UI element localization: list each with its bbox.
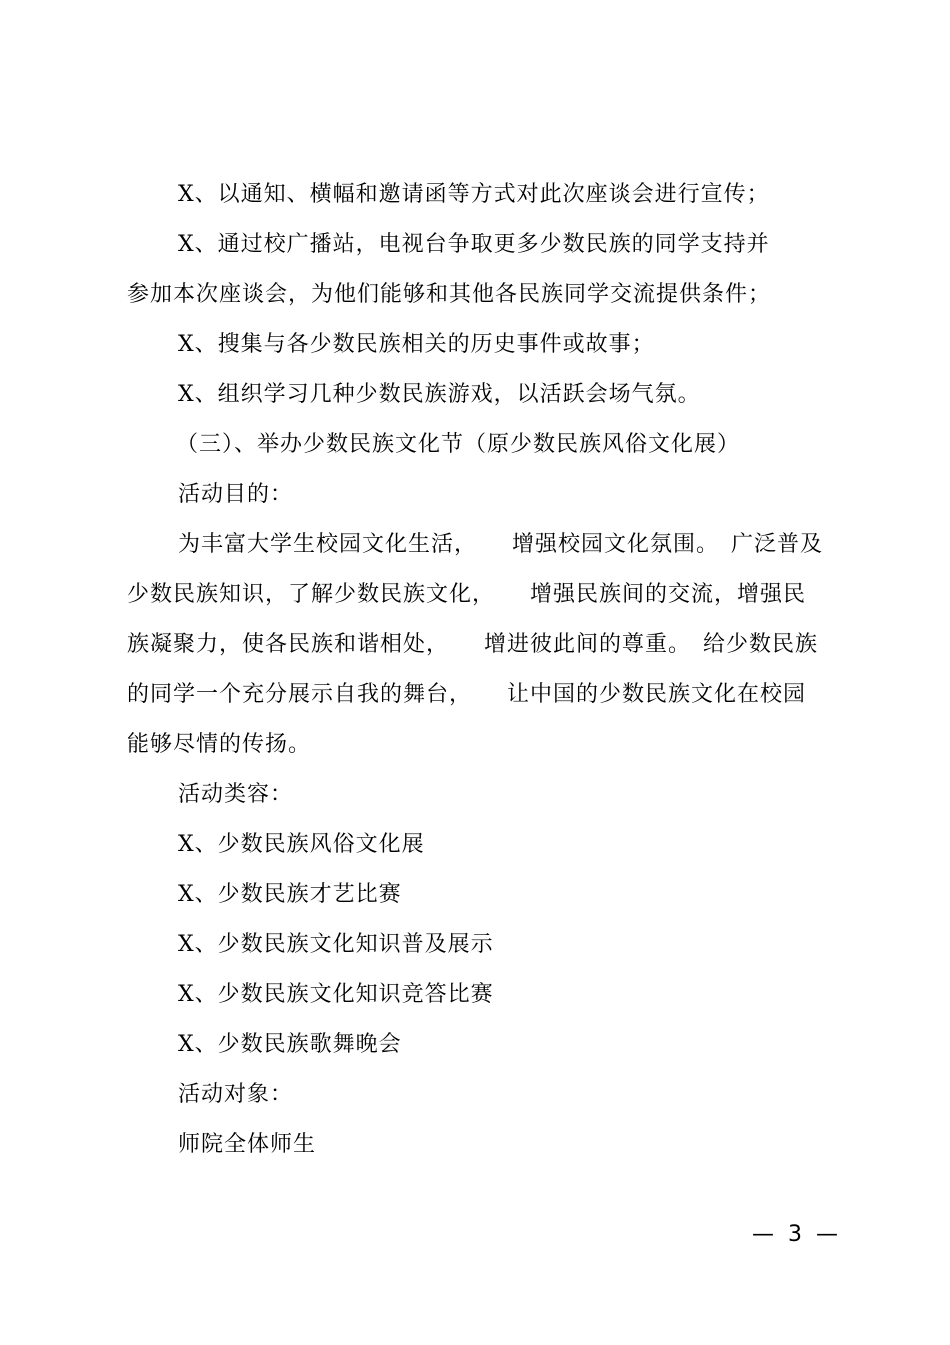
section-heading: （三）、举办少数民族文化节（原少数民族风俗文化展） <box>176 432 741 457</box>
paragraph-line: 族凝聚力，使各民族和谐相处， 增进彼此间的尊重。 给少数民族 <box>127 632 819 657</box>
list-item-stories: X、搜集与各少数民族相关的历史事件或故事； <box>178 332 655 357</box>
paragraph-line: 为丰富大学生校园文化生活， 增强校园文化氛围。 广泛普及 <box>178 532 824 557</box>
list-item: X、少数民族文化知识竞答比赛 <box>178 982 494 1007</box>
page-number: — 3 — <box>752 1222 838 1247</box>
list-item-games: X、组织学习几种少数民族游戏，以活跃会场气氛。 <box>178 382 701 407</box>
label-activity-content: 活动类容： <box>178 782 294 807</box>
list-item: X、少数民族歌舞晚会 <box>178 1032 402 1057</box>
paragraph-line: 的同学一个充分展示自我的舞台， 让中国的少数民族文化在校园 <box>127 682 807 707</box>
label-activity-purpose: 活动目的： <box>178 482 294 507</box>
paragraph-line: 能够尽情的传扬。 <box>127 732 312 757</box>
paragraph-line: 少数民族知识，了解少数民族文化， 增强民族间的交流，增强民 <box>127 582 807 607</box>
activity-target-value: 师院全体师生 <box>178 1132 317 1157</box>
list-item: X、少数民族文化知识普及展示 <box>178 932 494 957</box>
label-activity-target: 活动对象： <box>178 1082 294 1107</box>
paragraph-continuation: 参加本次座谈会，为他们能够和其他各民族同学交流提供条件； <box>127 282 772 307</box>
list-item: X、少数民族才艺比赛 <box>178 882 402 907</box>
list-item-broadcast: X、通过校广播站，电视台争取更多少数民族的同学支持并 <box>178 232 770 257</box>
list-item: X、少数民族风俗文化展 <box>178 832 425 857</box>
list-item-publicity: X、以通知、横幅和邀请函等方式对此次座谈会进行宣传； <box>178 182 770 207</box>
